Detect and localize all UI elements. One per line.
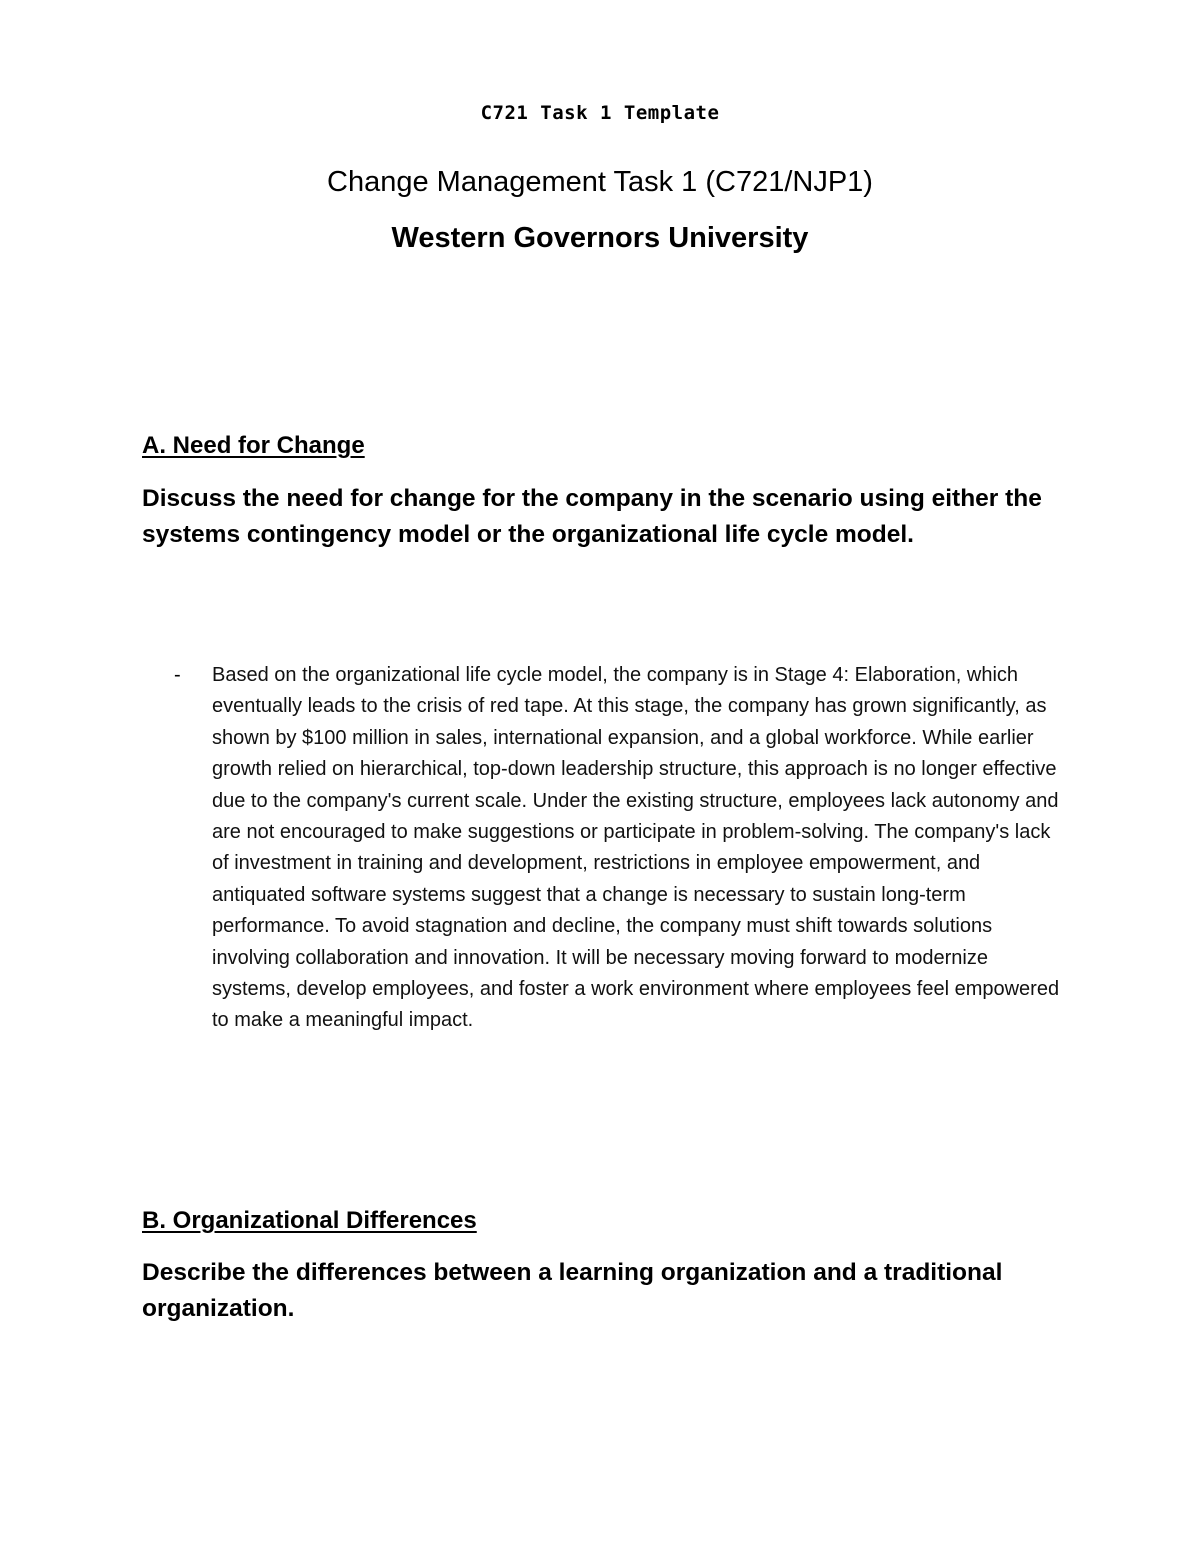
- section-a-prompt: Discuss the need for change for the company in the scenario using either the systems contingency model or the organizational life cycle model.: [142, 485, 1042, 548]
- document-title: Change Management Task 1 (C721/NJP1): [327, 166, 873, 198]
- template-label: C721 Task 1 Template: [480, 102, 720, 124]
- institution-name: Western Governors University: [391, 222, 809, 254]
- section-a-heading: A. Need for Change: [142, 432, 365, 459]
- section-b-heading: B. Organizational Differences: [142, 1207, 477, 1234]
- section-b-prompt: Describe the differences between a learning organization and a traditional organization.: [142, 1259, 1003, 1322]
- bullet-marker: -: [174, 664, 181, 686]
- section-a-bullet-text: Based on the organizational life cycle model, the company is in Stage 4: Elaboration, which eventually leads to the crisis of red tape. At this stage, the company has grown significantly, as shown by $100 million in sales, international expansion, and a global workforce. While earlier growth relied on hierarchical, top-down leadership structure, this approach is no longer effective due to the company's current scale. Under the existing structure, employees lack autonomy and are not encouraged to make suggestions or participate in problem-solving. The company's lack of investment in training and development, restrictions in employee empowerment, and antiquated software systems suggest that a change is necessary to sustain long-term performance. To avoid stagnation and decline, the company must shift towards solutions involving collaboration and innovation. It will be necessary moving forward to modernize systems, develop employees, and foster a work environment where employees feel empowered to make a meaningful impact.: [212, 664, 1060, 1032]
